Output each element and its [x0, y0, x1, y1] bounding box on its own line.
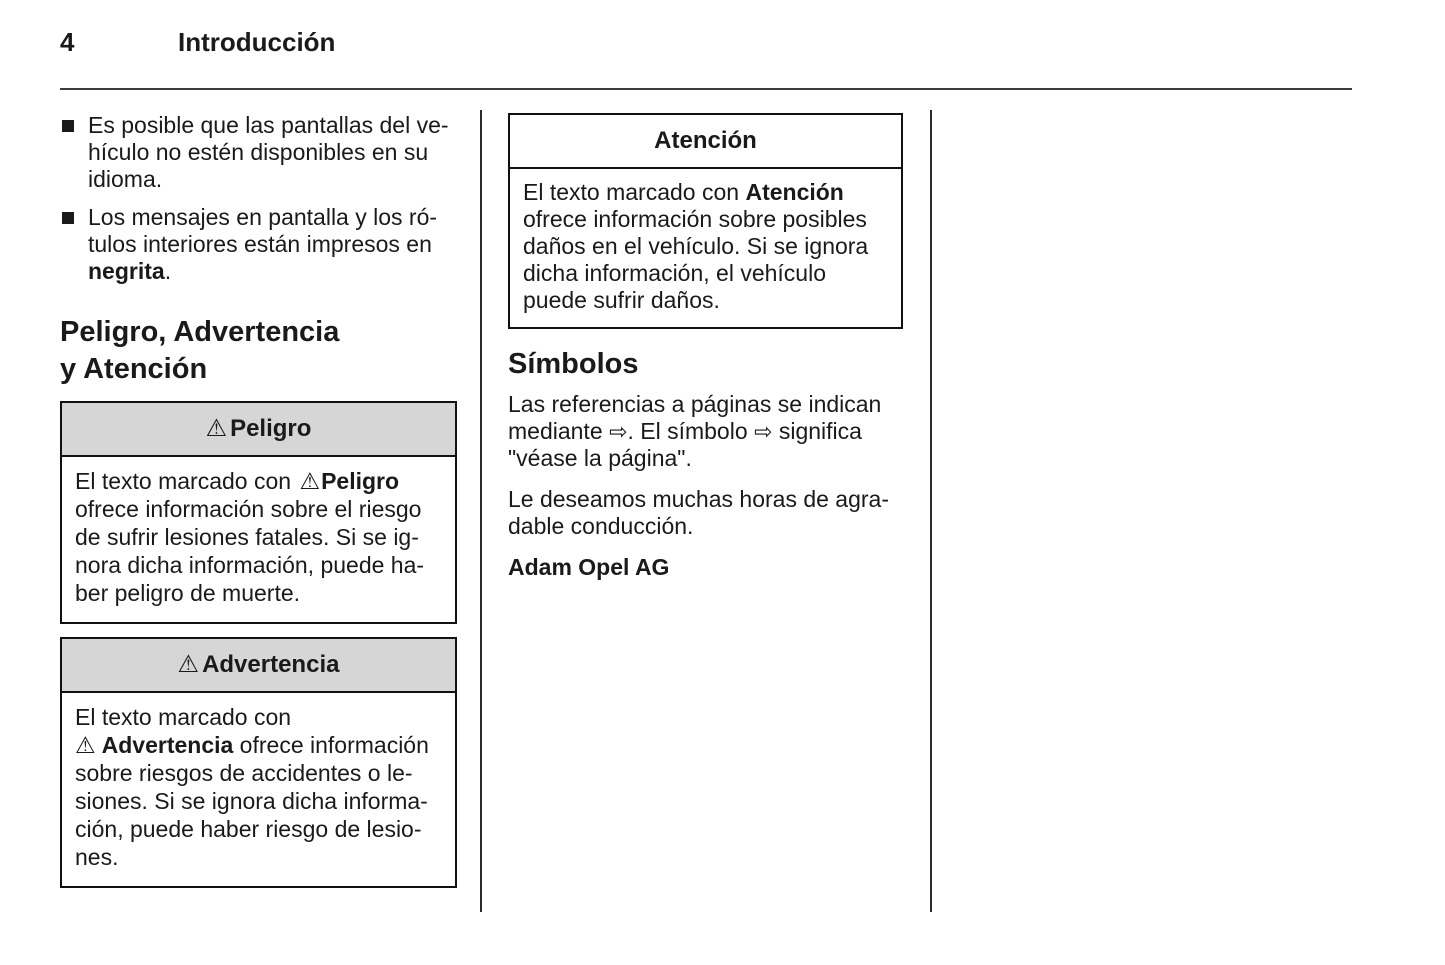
warning-box-body — [62, 693, 455, 886]
warning-triangle-icon: ⚠ — [299, 468, 321, 494]
bullet-list — [60, 112, 457, 285]
text-fragment: El texto marcado con — [523, 179, 746, 205]
text-line: dicha información, el vehículo — [523, 260, 826, 286]
text-fragment: . El símbolo — [627, 418, 754, 444]
bold-word: Peligro — [321, 468, 400, 494]
middle-column — [508, 110, 903, 581]
danger-box-title: Peligro — [230, 415, 312, 442]
text-fragment: El texto marcado con — [75, 468, 298, 494]
bold-word: Atención — [745, 179, 844, 205]
text-line — [88, 258, 437, 285]
warning-triangle-icon: ⚠ — [205, 415, 228, 442]
text-line: de sufrir lesiones fatales. Si se ig- — [75, 524, 419, 550]
text-line: idioma. — [88, 166, 163, 192]
text-fragment: ofrece información — [233, 732, 429, 758]
list-item — [60, 204, 457, 285]
text-line: Le deseamos muchas horas de agra- — [508, 486, 889, 512]
text-line: siones. Si se ignora dicha informa- — [75, 788, 428, 814]
text-line: nora dicha información, puede ha- — [75, 552, 425, 578]
text-line: y Atención — [60, 353, 208, 385]
symbols-paragraph — [508, 391, 903, 472]
text-line: "véase la página". — [508, 445, 692, 471]
danger-box-body — [62, 457, 455, 622]
section-heading — [60, 314, 457, 388]
list-item — [60, 112, 457, 193]
caution-box-body — [510, 169, 901, 327]
column-divider — [480, 110, 482, 912]
text-line: nes. — [75, 844, 119, 870]
text-line: ofrece información sobre posibles — [523, 206, 867, 232]
text-fragment: significa — [772, 418, 862, 444]
text-line: daños en el vehículo. Si se ignora — [523, 233, 869, 259]
text-line: hículo no estén disponibles en su — [88, 139, 429, 165]
text-line: Las referencias a páginas se indican — [508, 391, 882, 417]
text-line: tulos interiores están impresos en — [88, 231, 432, 257]
header-rule — [60, 88, 1352, 90]
text-line: ción, puede haber riesgo de lesio- — [75, 816, 422, 842]
danger-box-header — [62, 403, 455, 457]
danger-box — [60, 401, 457, 624]
text-line — [75, 467, 442, 495]
text-line: El texto marcado con — [75, 704, 292, 730]
text-line — [75, 731, 442, 759]
text-line: ofrece información sobre el riesgo — [75, 496, 422, 522]
caution-box-title: Atención — [654, 127, 757, 154]
bold-word: Advertencia — [101, 732, 234, 758]
left-column — [60, 110, 457, 888]
warning-box-title: Advertencia — [202, 651, 340, 678]
text-line: puede sufrir daños. — [523, 287, 720, 313]
symbols-heading: Símbolos — [508, 348, 639, 380]
page-ref-arrow-icon: ⇨ — [609, 419, 628, 444]
page-number: 4 — [60, 27, 75, 57]
bold-word: negrita — [88, 258, 165, 284]
page-ref-arrow-icon: ⇨ — [754, 419, 773, 444]
chapter-title: Introducción — [178, 27, 336, 57]
text-line — [523, 179, 888, 206]
caution-box-header — [510, 115, 901, 169]
text-fragment: . — [164, 258, 172, 284]
wish-paragraph — [508, 486, 903, 540]
column-divider — [930, 110, 932, 912]
warning-box-header — [62, 639, 455, 693]
bullet-square-icon — [62, 120, 74, 132]
text-line: ber peligro de muerte. — [75, 580, 301, 606]
bullet-square-icon — [62, 212, 74, 224]
text-line: Es posible que las pantallas del ve- — [88, 112, 449, 138]
signature: Adam Opel AG — [508, 554, 670, 580]
warning-box — [60, 637, 457, 888]
text-line: sobre riesgos de accidentes o le- — [75, 760, 413, 786]
text-fragment: mediante — [508, 418, 610, 444]
bullet-text — [88, 112, 449, 193]
caution-box — [508, 113, 903, 329]
text-line: dable conducción. — [508, 513, 694, 539]
text-line: Los mensajes en pantalla y los ró- — [88, 204, 438, 230]
warning-triangle-icon: ⚠ — [177, 651, 200, 678]
text-line: Peligro, Advertencia — [60, 316, 340, 348]
text-line — [508, 418, 903, 445]
content-columns — [0, 110, 1445, 912]
page-header — [0, 0, 1445, 59]
warning-triangle-icon: ⚠ — [75, 732, 96, 758]
bullet-text — [88, 204, 437, 285]
